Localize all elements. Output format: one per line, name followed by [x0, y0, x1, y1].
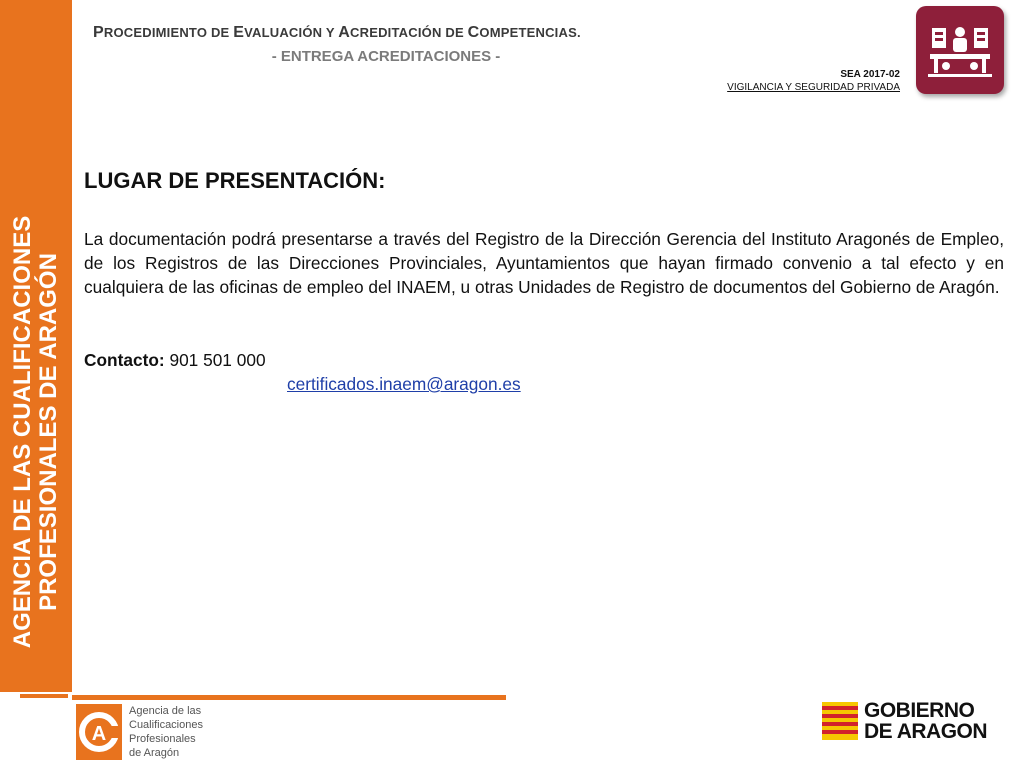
title-cap-3: A [338, 24, 351, 41]
sidebar-notch [0, 692, 72, 768]
acpa-line-2: Cualificaciones [129, 719, 203, 731]
gobierno-aragon-logo-text [864, 700, 987, 742]
title-cap-1: P [93, 24, 104, 41]
contact-email-link[interactable]: certificados.inaem@aragon.es [287, 374, 521, 394]
page-title [93, 24, 581, 42]
acpa-logo-icon [76, 704, 122, 760]
aragon-flag-icon [822, 702, 858, 740]
title-cap-2: E [233, 24, 245, 41]
course-specialty: VIGILANCIA Y SEGURIDAD PRIVADA [727, 82, 900, 93]
submission-paragraph: La documentación podrá presentarse a través del Registro de la Dirección Gerencia del Instituto Aragonés de Empleo, de los Registros de las Direcciones Provinciales, Ayuntamientos que hayan firmado convenio a tal efecto y en cualquiera de las oficinas de empleo del INAEM, u otras Unidades de Registro de documentos del Gobierno de Aragón. [84, 229, 1004, 297]
contact-label: Contacto: [84, 350, 165, 370]
sidebar-agency-name [10, 197, 62, 667]
title-cap-4: C [467, 24, 480, 41]
contact-line [84, 348, 266, 372]
footer-rule [72, 695, 506, 700]
title-rest-4: OMPETENCIAS. [479, 25, 581, 40]
sidebar-line-2: PROFESIONALES DE ARAGÓN [35, 253, 62, 611]
sidebar-notch-bar [20, 694, 68, 698]
acpa-line-1: Agencia de las [129, 705, 202, 717]
course-code-block [727, 68, 900, 94]
page-subtitle: - ENTREGA ACREDITACIONES - [271, 48, 501, 65]
sidebar-line-1: AGENCIA DE LAS CUALIFICACIONES [9, 215, 36, 649]
pictogram-badge [916, 6, 1004, 94]
acpa-line-4: de Aragón [129, 747, 180, 759]
acpa-logo-text [129, 704, 203, 760]
acpa-line-3: Profesionales [129, 733, 196, 745]
title-rest-2: VALUACIÓN Y [244, 25, 339, 40]
title-rest-1: ROCEDIMIENTO DE [103, 25, 234, 40]
section-title: LUGAR DE PRESENTACIÓN: [84, 168, 386, 193]
svg-text:A: A [91, 723, 107, 745]
title-rest-3: CREDITACIÓN DE [350, 25, 468, 40]
gob-line-1: GOBIERNO [864, 699, 975, 722]
workshop-icon [916, 6, 1004, 94]
gob-line-2: DE ARAGON [864, 720, 988, 743]
contact-phone: 901 501 000 [169, 350, 266, 370]
course-code: SEA 2017-02 [840, 69, 900, 80]
